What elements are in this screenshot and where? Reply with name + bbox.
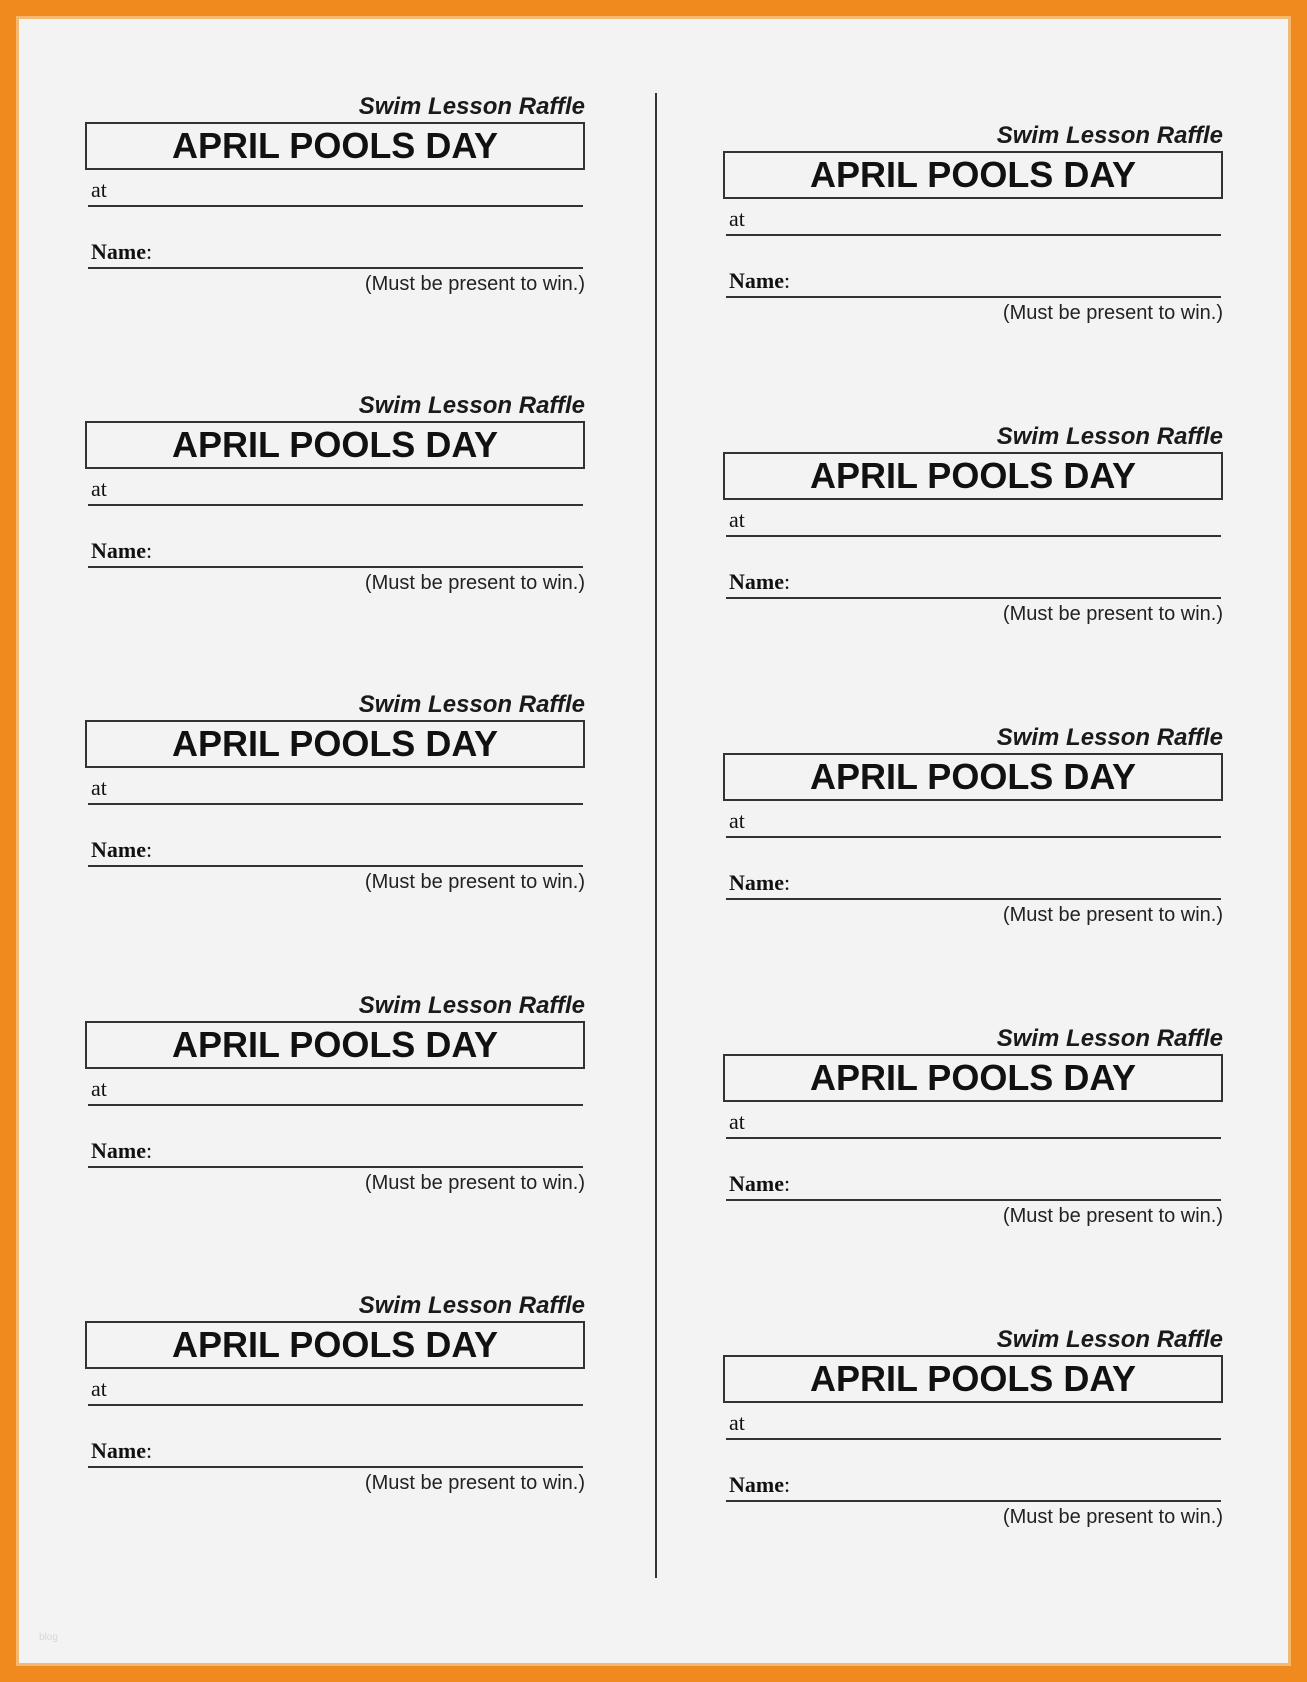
raffle-ticket	[723, 1025, 1243, 1235]
raffle-ticket	[85, 691, 605, 901]
name-label: Name	[729, 1171, 784, 1196]
present-note: (Must be present to win.)	[364, 1472, 585, 1494]
at-label: at	[729, 507, 745, 532]
raffle-ticket	[85, 992, 605, 1202]
at-label: at	[729, 808, 745, 833]
name-field[interactable]	[726, 566, 1221, 599]
at-label: at	[91, 177, 107, 202]
present-note: (Must be present to win.)	[1002, 1506, 1223, 1528]
name-colon: :	[145, 837, 153, 862]
name-colon: :	[783, 1171, 791, 1196]
name-label: Name	[729, 569, 784, 594]
raffle-ticket	[723, 423, 1243, 633]
name-colon: :	[783, 268, 791, 293]
name-colon: :	[145, 239, 153, 264]
ticket-title: APRIL POOLS DAY	[85, 421, 585, 469]
name-colon: :	[783, 1472, 791, 1497]
name-field[interactable]	[726, 1469, 1221, 1502]
name-field[interactable]	[88, 535, 583, 568]
name-label: Name	[91, 239, 146, 264]
ticket-title: APRIL POOLS DAY	[85, 1021, 585, 1069]
raffle-ticket	[85, 93, 605, 303]
ticket-title: APRIL POOLS DAY	[723, 1355, 1223, 1403]
name-label: Name	[729, 870, 784, 895]
at-label: at	[91, 1076, 107, 1101]
at-label: at	[91, 1376, 107, 1401]
name-label: Name	[91, 1138, 146, 1163]
raffle-ticket-sheet	[16, 16, 1291, 1666]
at-field[interactable]	[88, 1074, 583, 1106]
at-label: at	[729, 1109, 745, 1134]
present-note: (Must be present to win.)	[1002, 1205, 1223, 1227]
name-label: Name	[91, 538, 146, 563]
name-label: Name	[91, 837, 146, 862]
raffle-ticket	[85, 392, 605, 602]
at-field[interactable]	[726, 204, 1221, 236]
name-colon: :	[783, 569, 791, 594]
at-label: at	[729, 1410, 745, 1435]
ticket-title: APRIL POOLS DAY	[85, 122, 585, 170]
name-colon: :	[145, 538, 153, 563]
name-colon: :	[783, 870, 791, 895]
at-field[interactable]	[88, 474, 583, 506]
present-note: (Must be present to win.)	[364, 1172, 585, 1194]
at-label: at	[91, 476, 107, 501]
present-note: (Must be present to win.)	[364, 572, 585, 594]
raffle-label: Swim Lesson Raffle	[358, 392, 585, 419]
raffle-label: Swim Lesson Raffle	[996, 1326, 1223, 1353]
name-field[interactable]	[88, 1135, 583, 1168]
raffle-label: Swim Lesson Raffle	[358, 1292, 585, 1319]
at-field[interactable]	[88, 175, 583, 207]
at-field[interactable]	[726, 1107, 1221, 1139]
raffle-ticket	[723, 1326, 1243, 1536]
raffle-ticket	[723, 724, 1243, 934]
at-field[interactable]	[726, 505, 1221, 537]
name-label: Name	[91, 1438, 146, 1463]
at-field[interactable]	[726, 1408, 1221, 1440]
ticket-title: APRIL POOLS DAY	[85, 1321, 585, 1369]
at-label: at	[729, 206, 745, 231]
raffle-ticket	[85, 1292, 605, 1502]
at-field[interactable]	[88, 773, 583, 805]
at-field[interactable]	[726, 806, 1221, 838]
name-field[interactable]	[88, 236, 583, 269]
name-field[interactable]	[726, 265, 1221, 298]
name-field[interactable]	[88, 834, 583, 867]
ticket-title: APRIL POOLS DAY	[723, 452, 1223, 500]
raffle-label: Swim Lesson Raffle	[358, 691, 585, 718]
name-field[interactable]	[726, 867, 1221, 900]
raffle-ticket	[723, 122, 1243, 332]
raffle-label: Swim Lesson Raffle	[996, 724, 1223, 751]
ticket-title: APRIL POOLS DAY	[723, 753, 1223, 801]
raffle-label: Swim Lesson Raffle	[996, 122, 1223, 149]
raffle-label: Swim Lesson Raffle	[996, 1025, 1223, 1052]
name-label: Name	[729, 1472, 784, 1497]
present-note: (Must be present to win.)	[364, 871, 585, 893]
name-field[interactable]	[88, 1435, 583, 1468]
name-colon: :	[145, 1438, 153, 1463]
name-colon: :	[145, 1138, 153, 1163]
ticket-title: APRIL POOLS DAY	[723, 151, 1223, 199]
ticket-title: APRIL POOLS DAY	[723, 1054, 1223, 1102]
present-note: (Must be present to win.)	[364, 273, 585, 295]
present-note: (Must be present to win.)	[1002, 603, 1223, 625]
column-divider	[655, 93, 657, 1578]
present-note: (Must be present to win.)	[1002, 302, 1223, 324]
raffle-label: Swim Lesson Raffle	[358, 93, 585, 120]
name-label: Name	[729, 268, 784, 293]
watermark: blog	[39, 1632, 58, 1643]
name-field[interactable]	[726, 1168, 1221, 1201]
at-field[interactable]	[88, 1374, 583, 1406]
at-label: at	[91, 775, 107, 800]
raffle-label: Swim Lesson Raffle	[996, 423, 1223, 450]
ticket-title: APRIL POOLS DAY	[85, 720, 585, 768]
present-note: (Must be present to win.)	[1002, 904, 1223, 926]
raffle-label: Swim Lesson Raffle	[358, 992, 585, 1019]
